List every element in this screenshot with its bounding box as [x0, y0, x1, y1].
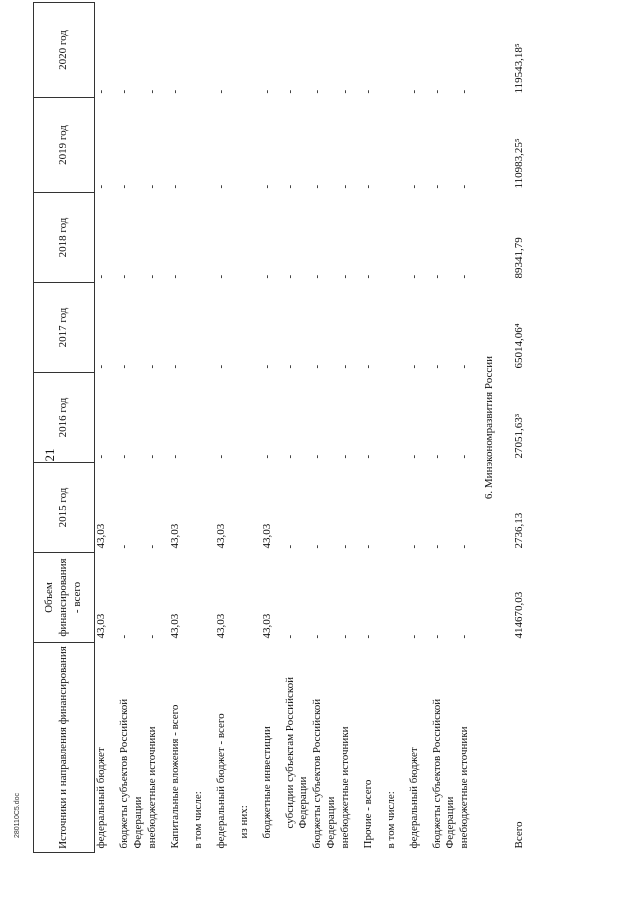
row-value: - — [407, 184, 420, 188]
row-value: - — [118, 364, 130, 368]
row-value: - — [338, 184, 351, 188]
header-source: Источники и направления финансирования — [34, 642, 95, 852]
row-value: - — [145, 274, 158, 278]
row-label: в том числе: — [384, 790, 397, 848]
row-label: субсидии субъектам Российской Федерации — [283, 676, 310, 828]
total-value: 27051,63³ — [513, 413, 526, 458]
row-value: - — [311, 274, 323, 278]
row-value: - — [260, 364, 273, 368]
table-row — [118, 2, 146, 852]
row-value: - — [214, 454, 227, 458]
total-value: 414670,03 — [513, 591, 526, 638]
row-value: - — [407, 544, 420, 548]
row-label: внебюджетные источники — [458, 725, 470, 848]
row-value: - — [168, 89, 181, 93]
row-value: - — [260, 274, 273, 278]
row-value: - — [118, 184, 130, 188]
row-value: - — [283, 184, 296, 188]
row-value: - — [361, 544, 374, 548]
row-value: - — [361, 634, 374, 638]
table-row — [362, 2, 385, 852]
row-value: - — [145, 364, 158, 368]
row-label: в том числе: — [191, 790, 204, 848]
row-label: внебюджетные источники — [338, 725, 351, 848]
row-value: - — [283, 634, 296, 638]
total-row — [497, 2, 527, 852]
row-value: - — [407, 634, 420, 638]
section-title: 6. Минэкономразвития России — [483, 355, 496, 499]
row-value: - — [283, 364, 296, 368]
row-value — [238, 282, 261, 372]
total-label: Всего — [513, 821, 526, 848]
row-value: - — [430, 89, 443, 93]
row-value — [192, 552, 215, 642]
row-value — [385, 97, 408, 192]
row-value: - — [338, 89, 351, 93]
row-value: - — [118, 634, 130, 638]
row-value: - — [458, 89, 470, 93]
table-row — [431, 2, 459, 852]
row-label: бюджеты субъектов Российской Федерации — [118, 698, 144, 848]
row-value — [385, 462, 408, 552]
table-row — [238, 2, 261, 852]
table-row — [192, 2, 215, 852]
row-label: Прочие - всего — [361, 779, 374, 848]
row-value: - — [118, 89, 130, 93]
page-number: 21 — [42, 448, 57, 462]
row-label: внебюджетные источники — [145, 725, 158, 848]
row-value: - — [361, 364, 374, 368]
row-value: - — [95, 364, 107, 368]
row-value: - — [118, 274, 130, 278]
row-value: 43,03 — [168, 613, 181, 638]
table-row — [311, 2, 339, 852]
row-label: федеральный бюджет - всего — [214, 712, 227, 848]
row-value: - — [338, 454, 351, 458]
row-value: 43,03 — [260, 523, 273, 548]
row-value: - — [430, 544, 443, 548]
row-value: - — [458, 274, 470, 278]
row-value: - — [361, 89, 374, 93]
file-name-footer: 280110С5.doc — [14, 792, 21, 838]
row-value: - — [338, 634, 351, 638]
row-value: - — [458, 364, 470, 368]
row-value: - — [311, 364, 323, 368]
total-value: 119543,18⁵ — [513, 42, 526, 93]
row-value: - — [168, 454, 181, 458]
row-value: - — [311, 634, 323, 638]
row-label: из них: — [237, 804, 250, 838]
row-value: - — [458, 634, 470, 638]
total-value: 89341,79 — [513, 236, 526, 278]
row-value: - — [168, 274, 181, 278]
row-value: - — [214, 274, 227, 278]
row-value: - — [361, 184, 374, 188]
row-value: - — [95, 89, 107, 93]
total-value: 2736,13 — [513, 512, 526, 548]
row-value — [192, 372, 215, 462]
row-value: - — [430, 364, 443, 368]
table-row — [146, 2, 169, 852]
row-value: - — [118, 544, 130, 548]
row-value — [385, 2, 408, 97]
table-header-row — [34, 2, 95, 852]
row-value: - — [338, 544, 351, 548]
row-value — [192, 282, 215, 372]
row-value: - — [430, 454, 443, 458]
row-value: - — [214, 89, 227, 93]
row-label: бюджетные инвестиции — [260, 725, 273, 838]
table-row — [458, 2, 481, 852]
row-value: - — [361, 274, 374, 278]
row-value — [238, 97, 261, 192]
header-2015: 2015 год — [34, 462, 95, 552]
row-value — [238, 2, 261, 97]
row-value: - — [283, 274, 296, 278]
row-value: 43,03 — [214, 523, 227, 548]
row-value: - — [430, 184, 443, 188]
row-value: - — [145, 454, 158, 458]
row-value: - — [311, 89, 323, 93]
row-value: - — [145, 184, 158, 188]
table-row — [284, 2, 312, 852]
row-value: - — [458, 544, 470, 548]
row-value: - — [361, 454, 374, 458]
header-2017: 2017 год — [34, 282, 95, 372]
total-value: 110983,25⁵ — [513, 137, 526, 188]
row-value: - — [260, 89, 273, 93]
row-value — [238, 462, 261, 552]
row-value: - — [260, 454, 273, 458]
row-value: - — [407, 364, 420, 368]
row-value: - — [168, 364, 181, 368]
row-value: 43,03 — [260, 613, 273, 638]
row-value — [238, 552, 261, 642]
row-value: - — [338, 274, 351, 278]
total-value: 65014,06⁴ — [513, 322, 526, 368]
table-row — [95, 2, 119, 852]
rotated-table-page — [25, 23, 615, 883]
row-label: федеральный бюджет — [95, 746, 107, 848]
header-2016: 2016 год — [34, 372, 95, 462]
row-value: - — [260, 184, 273, 188]
row-value: - — [145, 634, 158, 638]
table-row — [408, 2, 431, 852]
row-value: - — [430, 274, 443, 278]
row-value: - — [407, 89, 420, 93]
row-value: - — [458, 184, 470, 188]
row-value: - — [458, 454, 470, 458]
row-value: - — [95, 184, 107, 188]
row-value — [192, 192, 215, 282]
row-label: федеральный бюджет — [407, 746, 420, 848]
row-value: 43,03 — [214, 613, 227, 638]
table-row — [261, 2, 284, 852]
row-value: - — [407, 274, 420, 278]
row-value: - — [214, 184, 227, 188]
header-total-volume: Объем финансирования - всего — [34, 552, 95, 642]
table-row — [215, 2, 238, 852]
row-value — [385, 192, 408, 282]
table-row — [169, 2, 192, 852]
row-value — [385, 372, 408, 462]
financing-table — [33, 2, 527, 853]
header-2019: 2019 год — [34, 97, 95, 192]
row-value: - — [145, 89, 158, 93]
row-value: - — [407, 454, 420, 458]
row-value: 43,03 — [95, 523, 107, 548]
row-label: Капитальные вложения - всего — [168, 704, 181, 848]
row-value: - — [95, 274, 107, 278]
row-value: - — [283, 454, 296, 458]
header-2020: 2020 год — [34, 2, 95, 97]
row-value: - — [214, 364, 227, 368]
row-label: бюджеты субъектов Российской Федерации — [311, 698, 337, 848]
row-value — [192, 97, 215, 192]
row-value: - — [283, 544, 296, 548]
header-2018: 2018 год — [34, 192, 95, 282]
row-value: - — [95, 454, 107, 458]
table-body — [95, 2, 528, 852]
row-value — [385, 552, 408, 642]
row-value: - — [118, 454, 130, 458]
row-value: - — [168, 184, 181, 188]
row-value: 43,03 — [168, 523, 181, 548]
row-value: 43,03 — [95, 613, 107, 638]
row-value — [192, 462, 215, 552]
table-row — [339, 2, 362, 852]
row-value: - — [311, 454, 323, 458]
row-value: - — [311, 544, 323, 548]
row-value — [238, 192, 261, 282]
row-value — [385, 282, 408, 372]
table-row — [385, 2, 408, 852]
row-value: - — [430, 634, 443, 638]
row-value — [238, 372, 261, 462]
row-value — [192, 2, 215, 97]
row-value: - — [311, 184, 323, 188]
row-value: - — [283, 89, 296, 93]
row-value: - — [338, 364, 351, 368]
row-label: бюджеты субъектов Российской Федерации — [430, 698, 457, 848]
section-row — [481, 2, 497, 852]
row-value: - — [145, 544, 158, 548]
